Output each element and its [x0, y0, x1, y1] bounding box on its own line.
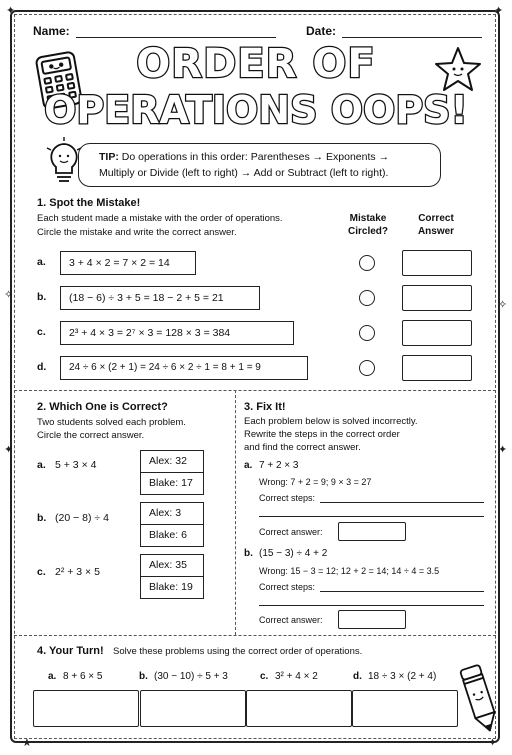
section-3-instructions-3: and find the correct answer. — [244, 442, 361, 453]
problem-letter: c. — [37, 326, 46, 338]
steps-line[interactable] — [320, 591, 484, 592]
equation-box[interactable]: 24 ÷ 6 × (2 + 1) = 24 ÷ 6 × 2 ÷ 1 = 8 + 1 = 9 — [60, 356, 308, 380]
section-divider — [14, 390, 496, 391]
section-1-title: 1. Spot the Mistake! — [37, 197, 141, 209]
column-divider — [235, 390, 236, 635]
problem-letter: a. — [37, 459, 46, 471]
tip-label: TIP: — [99, 151, 119, 163]
answer-box[interactable] — [402, 355, 472, 381]
correct-header-line-1: Correct — [418, 213, 454, 224]
mistake-circle[interactable] — [359, 325, 375, 341]
section-3-title: 3. Fix It! — [244, 401, 286, 413]
section-4-title: 4. Your Turn! — [37, 645, 104, 657]
correct-steps-label: Correct steps: — [259, 493, 316, 503]
answer-box[interactable] — [352, 690, 458, 727]
problem-letter: c. — [260, 671, 269, 682]
answer-box[interactable] — [402, 320, 472, 346]
answer-box[interactable] — [338, 610, 406, 629]
name-field[interactable] — [76, 37, 276, 38]
wrong-solution: Wrong: 15 − 3 = 12; 12 + 2 = 14; 14 ÷ 4 = 3.5 — [259, 566, 440, 576]
correct-header-line-2: Answer — [417, 226, 455, 237]
problem-letter: b. — [37, 512, 47, 524]
steps-line[interactable] — [259, 516, 484, 517]
section-4-instructions: Solve these problems using the correct order of operations. — [113, 646, 363, 657]
problem-expression: (15 − 3) ÷ 4 + 2 — [259, 548, 328, 559]
steps-line[interactable] — [320, 502, 484, 503]
wrong-solution: Wrong: 7 + 2 = 9; 9 × 3 = 27 — [259, 477, 372, 487]
section-2-instructions-1: Two students solved each problem. — [37, 417, 186, 428]
answer-box[interactable] — [402, 250, 472, 276]
problem-letter: d. — [37, 361, 47, 373]
answer-box[interactable] — [246, 690, 352, 727]
choice-blake[interactable]: Blake: 6 — [141, 524, 203, 546]
problem-expression: 5 + 3 × 4 — [55, 459, 97, 471]
problem-expression: (20 − 8) ÷ 4 — [55, 512, 109, 524]
mistake-header-line-1: Mistake — [349, 213, 387, 224]
problem-letter: a. — [37, 256, 46, 268]
tip-line-1: Do operations in this order: Parentheses → Exponents → — [121, 151, 390, 163]
section-3-instructions-2: Rewrite the steps in the correct order — [244, 429, 400, 440]
title-line-2: OPERATIONS OOPS! — [44, 88, 468, 132]
section-1-instructions-1: Each student made a mistake with the order of operations. — [37, 213, 283, 224]
star-icon: ✦ — [4, 444, 14, 456]
problem-letter: b. — [37, 291, 47, 303]
section-2-instructions-2: Circle the correct answer. — [37, 430, 145, 441]
correct-answer-label: Correct answer: — [259, 527, 323, 537]
answer-choices — [140, 502, 204, 547]
star-icon: ✦ — [494, 5, 504, 17]
problem-letter: d. — [353, 671, 362, 682]
problem-expression: 8 + 6 × 5 — [63, 671, 103, 682]
equation-box[interactable]: 2³ + 4 × 3 = 2⁷ × 3 = 128 × 3 = 384 — [60, 321, 294, 345]
tip-line-2: Multiply or Divide (left to right) → Add or Subtract (left to right). — [99, 167, 389, 179]
section-divider — [14, 635, 496, 636]
answer-choices — [140, 554, 204, 599]
choice-alex[interactable]: Alex: 32 — [149, 455, 187, 467]
mistake-header-line-2: Circled? — [347, 226, 388, 237]
answer-box[interactable] — [140, 690, 246, 727]
section-1-instructions-2: Circle the mistake and write the correct answer. — [37, 227, 237, 238]
star-icon: ✦ — [488, 737, 498, 749]
choice-alex[interactable]: Alex: 3 — [149, 507, 182, 519]
date-field[interactable] — [342, 37, 482, 38]
date-label: Date: — [306, 24, 337, 38]
problem-letter: a. — [48, 671, 57, 682]
problem-expression: 7 + 2 × 3 — [259, 460, 299, 471]
answer-box[interactable] — [402, 285, 472, 311]
mistake-circle[interactable] — [359, 360, 375, 376]
section-3-instructions-1: Each problem below is solved incorrectly. — [244, 416, 418, 427]
star-icon: ★ — [22, 737, 32, 749]
answer-choices — [140, 450, 204, 495]
mistake-circle[interactable] — [359, 255, 375, 271]
star-icon: ✦ — [498, 444, 508, 456]
star-icon: ✧ — [498, 299, 508, 311]
star-icon: ✦ — [6, 5, 16, 17]
problem-expression: 2² + 3 × 5 — [55, 566, 100, 578]
star-face-icon — [430, 42, 486, 98]
section-2-title: 2. Which One is Correct? — [37, 401, 168, 413]
correct-answer-label: Correct answer: — [259, 615, 323, 625]
equation-box[interactable]: 3 + 4 × 2 = 7 × 2 = 14 — [60, 251, 196, 275]
choice-alex[interactable]: Alex: 35 — [149, 559, 187, 571]
problem-expression: 18 ÷ 3 × (2 + 4) — [368, 671, 437, 682]
answer-box[interactable] — [338, 522, 406, 541]
name-label: Name: — [33, 24, 70, 38]
steps-line[interactable] — [259, 605, 484, 606]
star-icon: ✧ — [4, 289, 14, 301]
correct-steps-label: Correct steps: — [259, 582, 316, 592]
choice-blake[interactable]: Blake: 19 — [141, 576, 203, 598]
title-line-1: ORDER OF — [136, 41, 376, 87]
problem-expression: 3² + 4 × 2 — [275, 671, 318, 682]
pencil-icon — [458, 660, 502, 738]
tip-box — [78, 143, 441, 187]
answer-box[interactable] — [33, 690, 139, 727]
problem-letter: a. — [244, 460, 253, 471]
problem-letter: b. — [244, 548, 253, 559]
problem-letter: c. — [37, 566, 46, 578]
problem-letter: b. — [139, 671, 148, 682]
correct-answer-column-header — [406, 212, 466, 238]
mistake-column-header — [338, 212, 398, 238]
equation-box[interactable]: (18 − 6) ÷ 3 + 5 = 18 − 2 + 5 = 21 — [60, 286, 260, 310]
mistake-circle[interactable] — [359, 290, 375, 306]
problem-expression: (30 − 10) ÷ 5 + 3 — [154, 671, 228, 682]
choice-blake[interactable]: Blake: 17 — [141, 472, 203, 494]
